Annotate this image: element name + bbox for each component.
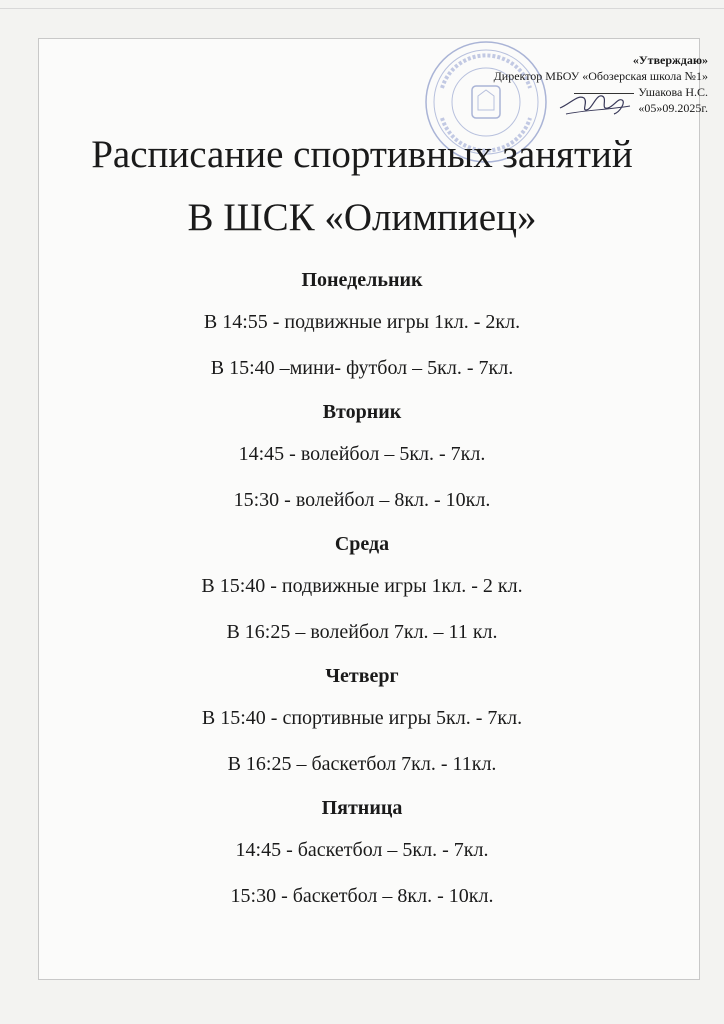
session-item: 15:30 - волейбол – 8кл. - 10кл. xyxy=(233,489,491,511)
day-name: Вторник xyxy=(322,401,402,423)
session-item: В 16:25 – баскетбол 7кл. - 11кл. xyxy=(227,753,497,775)
session-item: 14:45 - баскетбол – 5кл. - 7кл. xyxy=(235,839,489,861)
day-block-tuesday xyxy=(0,394,724,526)
session-item: 14:45 - волейбол – 5кл. - 7кл. xyxy=(238,443,486,465)
page-subtitle: В ШСК «Олимпиец» xyxy=(187,196,537,239)
director-position: Директор МБОУ «Обозерская школа №1» xyxy=(493,69,708,83)
session-item: 15:30 - баскетбол – 8кл. - 10кл. xyxy=(230,885,494,907)
day-block-monday xyxy=(0,262,724,394)
signer-line xyxy=(408,84,708,100)
page-title: Расписание спортивных занятий xyxy=(91,133,633,176)
day-name: Понедельник xyxy=(301,269,423,291)
day-block-friday xyxy=(0,790,724,922)
scan-top-edge xyxy=(0,8,724,9)
session-item: В 15:40 - подвижные игры 1кл. - 2 кл. xyxy=(201,575,523,597)
day-block-wednesday xyxy=(0,526,724,658)
day-name: Среда xyxy=(334,533,390,555)
day-block-thursday xyxy=(0,658,724,790)
approve-label: «Утверждаю» xyxy=(632,53,708,67)
session-item: В 14:55 - подвижные игры 1кл. - 2кл. xyxy=(203,311,521,333)
schedule xyxy=(0,262,724,922)
signature-underline xyxy=(574,93,634,94)
day-name: Пятница xyxy=(321,797,403,819)
session-item: В 16:25 – волейбол 7кл. – 11 кл. xyxy=(226,621,498,643)
session-item: В 15:40 –мини- футбол – 5кл. - 7кл. xyxy=(210,357,514,379)
day-name: Четверг xyxy=(325,665,399,687)
approval-date: «05»09.2025г. xyxy=(638,101,708,115)
approval-block xyxy=(408,52,708,116)
session-item: В 15:40 - спортивные игры 5кл. - 7кл. xyxy=(201,707,523,729)
signer-name: Ушакова Н.С. xyxy=(638,85,708,99)
